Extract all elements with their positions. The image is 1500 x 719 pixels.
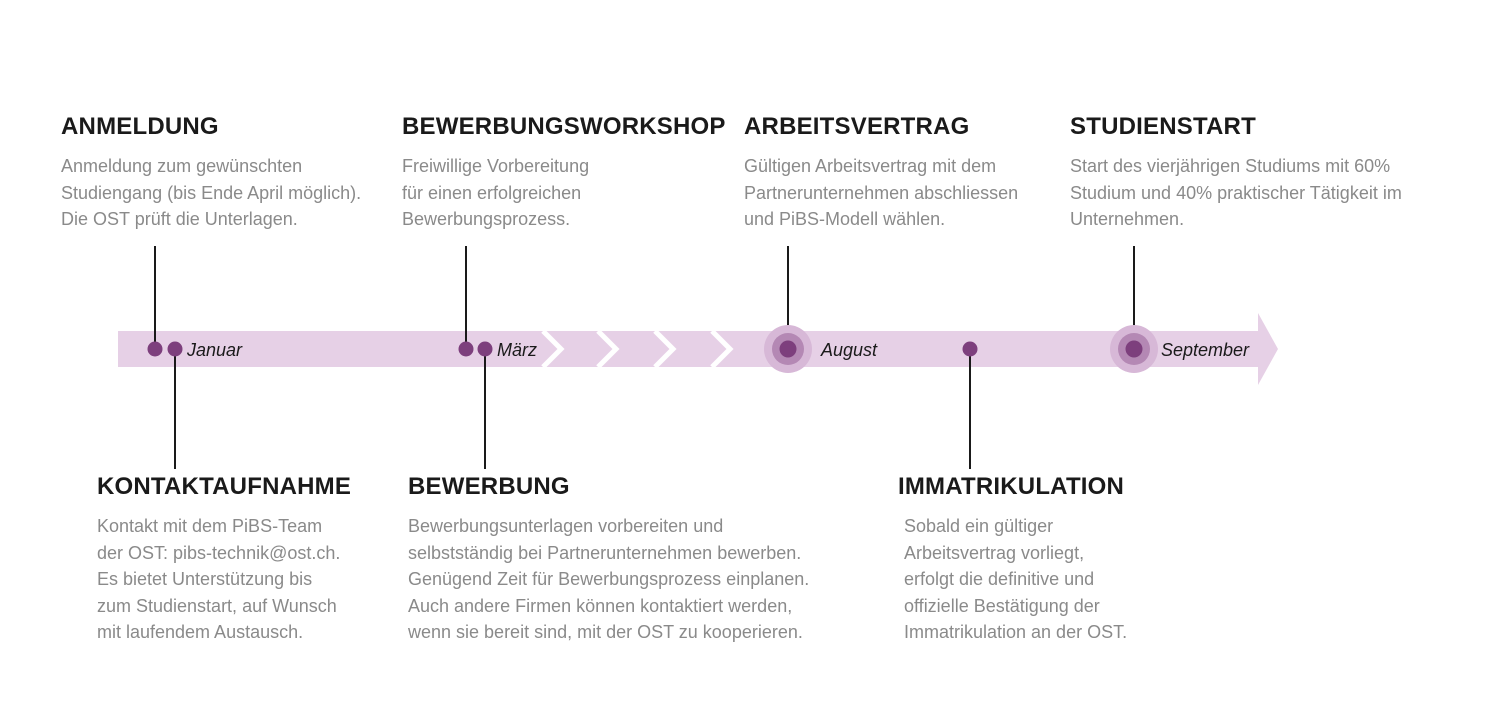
description-line: Sobald ein gültiger (904, 516, 1054, 536)
dot-kontaktaufnahme (168, 342, 183, 357)
description-line: Anmeldung zum gewünschten (61, 156, 303, 176)
description-line: Immatrikulation an der OST. (904, 622, 1128, 642)
description-line: Start des vierjährigen Studiums mit 60% (1070, 156, 1391, 176)
dot-arbeitsvertrag (780, 341, 797, 358)
description-line: Gültigen Arbeitsvertrag mit dem (744, 156, 997, 176)
month-label-maerz: März (497, 340, 537, 360)
description-line: Arbeitsvertrag vorliegt, (904, 542, 1085, 563)
step-title: KONTAKTAUFNAHME (97, 473, 352, 500)
month-label-januar: Januar (187, 340, 243, 360)
step-description (744, 153, 1018, 233)
description-line: offizielle Bestätigung der (904, 595, 1100, 616)
step-description (904, 513, 1127, 646)
step-title: ANMELDUNG (61, 113, 219, 140)
description-line: und PiBS-Modell wählen. (744, 209, 946, 229)
step-studienstart (1070, 113, 1402, 233)
description-line: Partnerunternehmen abschliessen (744, 182, 1019, 203)
month-label-august: August (821, 340, 878, 360)
dot-studienstart (1126, 341, 1143, 358)
description-line: zum Studienstart, auf Wunsch (97, 595, 337, 616)
step-anmeldung (61, 113, 361, 233)
step-title: BEWERBUNGSWORKSHOP (402, 113, 726, 140)
step-bewerbung (408, 473, 809, 646)
month-label-september: September (1161, 340, 1250, 360)
description-line: der OST: pibs-technik@ost.ch. (97, 542, 341, 563)
description-line: selbstständig bei Partnerunternehmen bewerben. (408, 542, 802, 563)
step-kontaktaufnahme (97, 473, 351, 646)
step-description (402, 153, 726, 233)
step-description (61, 153, 361, 233)
description-line: Kontakt mit dem PiBS-Team (97, 516, 323, 536)
dot-immatrikulation (963, 342, 978, 357)
description-line: Auch andere Firmen können kontaktiert werden, (408, 595, 793, 616)
step-title: IMMATRIKULATION (898, 473, 1125, 500)
description-line: Bewerbungsunterlagen vorbereiten und (408, 516, 724, 536)
description-line: Studiengang (bis Ende April möglich). (61, 182, 362, 203)
description-line: Genügend Zeit für Bewerbungsprozess einplanen. (408, 569, 810, 589)
description-line: mit laufendem Austausch. (97, 622, 304, 642)
step-title: BEWERBUNG (408, 473, 570, 500)
description-line: Freiwillige Vorbereitung (402, 156, 590, 176)
description-line: Studium und 40% praktischer Tätigkeit im (1070, 182, 1402, 203)
description-line: wenn sie bereit sind, mit der OST zu kooperieren. (408, 622, 803, 642)
description-line: für einen erfolgreichen (402, 182, 582, 203)
step-bewerbungsworkshop (402, 113, 726, 233)
step-description (97, 513, 351, 646)
description-line: Unternehmen. (1070, 209, 1185, 229)
description-line: erfolgt die definitive und (904, 569, 1095, 589)
step-description (408, 513, 809, 646)
step-arbeitsvertrag (744, 113, 1018, 233)
dot-anmeldung (148, 342, 163, 357)
dot-bewerbungsworkshop (459, 342, 474, 357)
description-line: Bewerbungsprozess. (402, 209, 571, 229)
dot-bewerbung (478, 342, 493, 357)
description-line: Es bietet Unterstützung bis (97, 569, 313, 589)
timeline-arrow-band (118, 313, 1278, 385)
description-line: Die OST prüft die Unterlagen. (61, 209, 298, 229)
step-title: ARBEITSVERTRAG (744, 113, 970, 140)
step-immatrikulation (898, 473, 1127, 646)
step-title: STUDIENSTART (1070, 113, 1256, 140)
step-description (1070, 153, 1402, 233)
